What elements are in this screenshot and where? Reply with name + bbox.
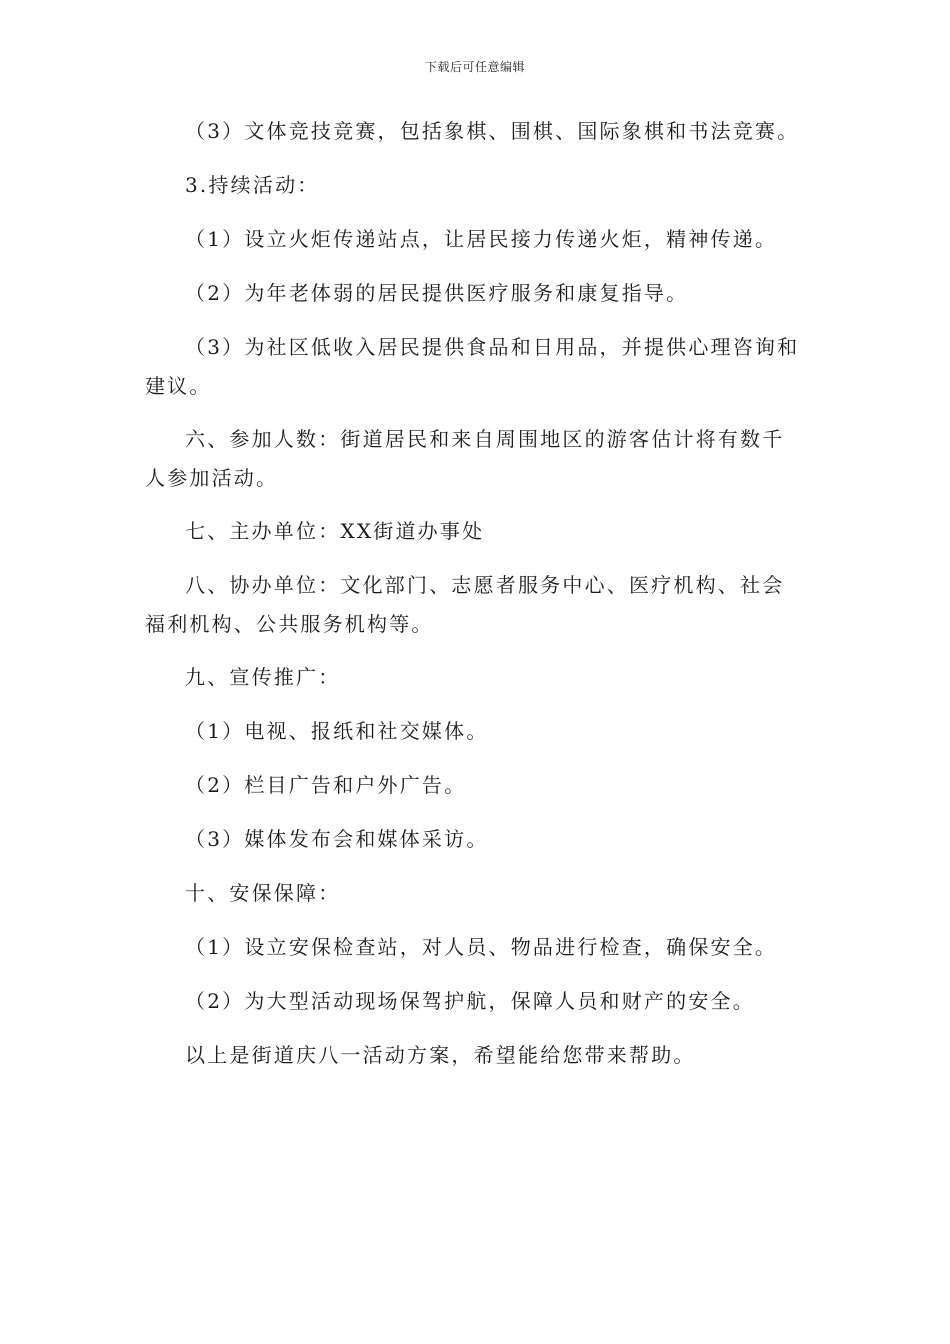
paragraph-co-organizers: 八、协办单位：文化部门、志愿者服务中心、医疗机构、社会福利机构、公共服务机构等。 (145, 573, 785, 636)
paragraph-press: （3）媒体发布会和媒体采访。 (185, 827, 489, 851)
paragraph-participants: 六、参加人数：街道居民和来自周围地区的游客估计将有数千人参加活动。 (145, 427, 785, 490)
paragraph-event-protection: （2）为大型活动现场保驾护航，保障人员和财产的安全。 (185, 989, 755, 1013)
page-header-note: 下载后可任意编辑 (424, 60, 525, 74)
paragraph-sports-competition: （3）文体竞技竞赛，包括象棋、围棋、国际象棋和书法竞赛。 (185, 119, 800, 143)
paragraph-organizer: 七、主办单位：XX街道办事处 (185, 519, 485, 543)
paragraph-ads: （2）栏目广告和户外广告。 (185, 773, 467, 797)
paragraph-torch-relay: （1）设立火炬传递站点，让居民接力传递火炬，精神传递。 (185, 227, 778, 251)
paragraph-low-income-support: （3）为社区低收入居民提供食品和日用品，并提供心理咨询和建议。 (145, 335, 800, 398)
paragraph-security-heading: 十、安保保障： (185, 881, 341, 905)
paragraph-media: （1）电视、报纸和社交媒体。 (185, 719, 489, 743)
paragraph-closing: 以上是街道庆八一活动方案，希望能给您带来帮助。 (185, 1043, 696, 1067)
paragraph-promotion-heading: 九、宣传推广： (185, 665, 341, 689)
paragraph-medical-service: （2）为年老体弱的居民提供医疗服务和康复指导。 (185, 281, 689, 305)
document-body (145, 112, 805, 1090)
paragraph-ongoing-activities-heading: 3.持续活动： (185, 173, 320, 197)
paragraph-security-checkpoint: （1）设立安保检查站，对人员、物品进行检查，确保安全。 (185, 935, 778, 959)
